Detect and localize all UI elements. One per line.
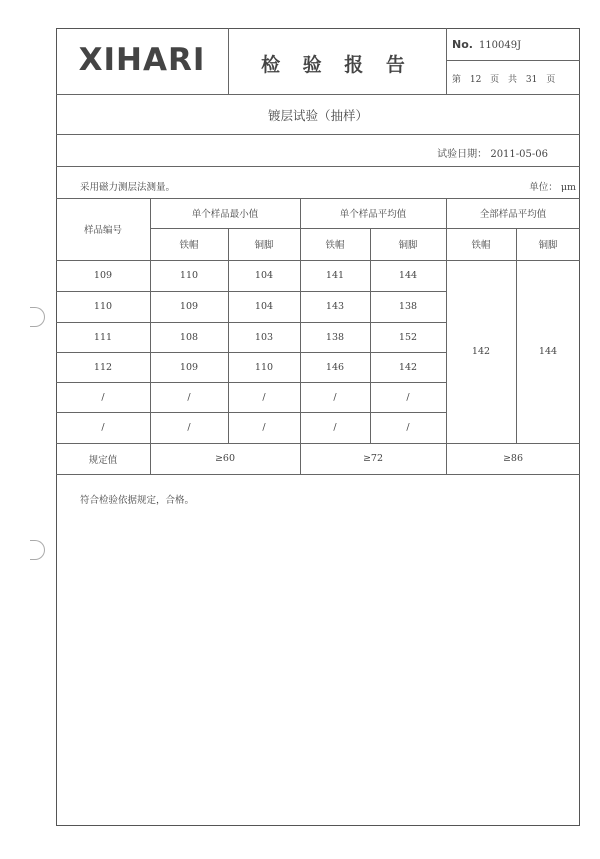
header-divider bbox=[228, 28, 229, 94]
company-logo: XIHARI bbox=[78, 42, 206, 78]
cell-min-cap: 109 bbox=[179, 301, 199, 312]
binder-hole bbox=[30, 307, 45, 327]
cell-avg-cap: 143 bbox=[325, 301, 345, 312]
report-number-label: No. bbox=[452, 38, 473, 51]
cell-avg-cap: 141 bbox=[325, 270, 345, 281]
test-method: 采用磁力测层法测量。 bbox=[80, 182, 176, 193]
cell-sample-id: 110 bbox=[93, 301, 113, 312]
cell-sample-id: 112 bbox=[93, 361, 113, 373]
header-sample-id: 样品编号 bbox=[83, 225, 122, 236]
subheader-cap: 铁帽 bbox=[471, 240, 491, 251]
header-divider bbox=[446, 60, 580, 61]
cell-min-cap: / bbox=[187, 391, 191, 403]
cell-avg-cap: 146 bbox=[325, 361, 345, 373]
spec-avg: ≥72 bbox=[362, 453, 384, 464]
subheader-pin: 铜脚 bbox=[398, 240, 418, 251]
subheader-cap: 铁帽 bbox=[179, 240, 199, 251]
cell-min-pin: / bbox=[262, 422, 266, 433]
unit-label: 单位： μm bbox=[529, 182, 576, 193]
page-indicator: 第 12 页 共 31 页 bbox=[452, 75, 556, 85]
divider bbox=[56, 94, 580, 95]
cell-min-cap: 109 bbox=[179, 361, 199, 373]
header-single-avg: 单个样品平均值 bbox=[339, 209, 407, 220]
subheader-cap: 铁帽 bbox=[325, 240, 345, 251]
report-number bbox=[452, 38, 521, 51]
cell-avg-pin: 144 bbox=[398, 270, 418, 281]
cell-all-avg-cap: 142 bbox=[471, 346, 491, 357]
header-divider bbox=[446, 28, 447, 94]
cell-all-avg-pin: 144 bbox=[538, 346, 558, 357]
cell-avg-pin: / bbox=[406, 391, 410, 403]
cell-min-pin: 104 bbox=[254, 270, 274, 281]
spec-all: ≥86 bbox=[502, 453, 524, 464]
cell-min-pin: 104 bbox=[254, 301, 274, 312]
section-title: 镀层试验（抽样） bbox=[267, 108, 368, 123]
cell-avg-pin: 142 bbox=[398, 361, 418, 373]
subheader-pin: 铜脚 bbox=[538, 240, 558, 251]
report-number-value: 110049J bbox=[478, 40, 522, 51]
cell-avg-cap: 138 bbox=[325, 331, 345, 343]
spec-min: ≥60 bbox=[214, 453, 236, 464]
conclusion-text: 符合检验依据规定，合格。 bbox=[80, 495, 195, 506]
header-all-avg: 全部样品平均值 bbox=[479, 209, 547, 220]
cell-min-pin: 110 bbox=[254, 361, 274, 373]
cell-min-cap: 110 bbox=[179, 270, 199, 281]
spec-label: 规定值 bbox=[88, 454, 118, 466]
cell-min-pin: / bbox=[262, 391, 266, 403]
cell-avg-pin: 138 bbox=[398, 301, 418, 312]
cell-avg-pin: 152 bbox=[398, 331, 418, 343]
cell-min-pin: 103 bbox=[254, 331, 274, 343]
cell-min-cap: 108 bbox=[179, 331, 199, 343]
cell-avg-cap: / bbox=[333, 422, 337, 433]
cell-min-cap: / bbox=[187, 422, 191, 433]
divider bbox=[56, 166, 580, 167]
test-date: 试验日期： 2011-05-06 bbox=[437, 149, 548, 160]
cell-sample-id: / bbox=[101, 391, 105, 403]
cell-sample-id: / bbox=[101, 422, 105, 433]
report-title: 检 验 报 告 bbox=[261, 53, 413, 76]
binder-hole bbox=[30, 540, 45, 560]
cell-sample-id: 109 bbox=[93, 270, 113, 281]
subheader-pin: 铜脚 bbox=[254, 240, 274, 251]
divider bbox=[56, 134, 580, 135]
header-single-min: 单个样品最小值 bbox=[191, 209, 259, 220]
cell-sample-id: 111 bbox=[93, 331, 113, 343]
cell-avg-pin: / bbox=[406, 422, 410, 433]
cell-avg-cap: / bbox=[333, 391, 337, 403]
table-line bbox=[56, 474, 580, 475]
